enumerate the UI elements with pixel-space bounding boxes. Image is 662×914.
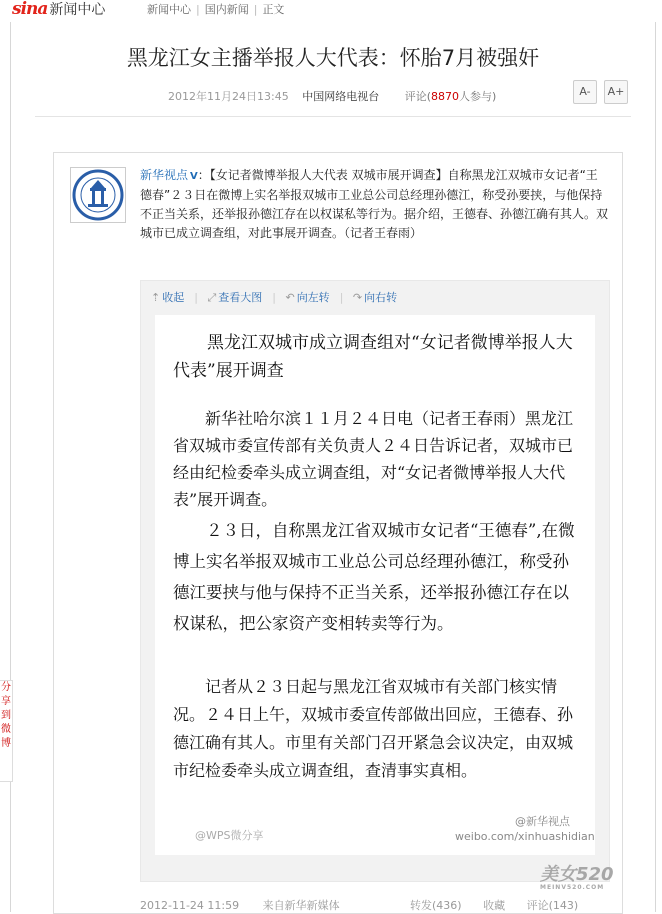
article-page	[10, 22, 656, 912]
image-paragraph-3: 记者从２３日起与黑龙江省双城市有关部门核实情况。２４日上午，双城市委宣传部做出回应，王德春、孙德江确有其人。市里有关部门召开紧急会议决定，由双城市纪检委牵头成立调查组，查清事实真相。	[173, 677, 574, 780]
watermark-text: 美女520	[540, 864, 614, 885]
rotate-right-icon: ↷	[352, 291, 363, 304]
image-watermark-user: @新华视点	[515, 815, 570, 828]
weibo-card	[53, 152, 623, 914]
post-time[interactable]: 2012-11-24 11:59	[140, 899, 240, 912]
font-larger-button[interactable]: A+	[604, 80, 628, 104]
collapse-icon: ⇡	[151, 291, 161, 304]
repost-button[interactable]: 转发(436)	[410, 899, 462, 912]
image-watermark-url: weibo.com/xinhuashidian	[455, 830, 595, 843]
comment-link[interactable]	[405, 90, 497, 103]
comment-count: 8870	[431, 90, 459, 103]
rotate-right-button[interactable]: 向右转	[364, 291, 398, 304]
breadcrumb-item-article: 正文	[262, 3, 285, 16]
logo-text: sina	[12, 0, 48, 19]
image-heading: 黑龙江双城市成立调查组对“女记者微博举报人大代表”展开调查	[173, 333, 573, 381]
site-watermark	[540, 860, 614, 891]
rotate-left-icon: ↶	[285, 291, 295, 304]
rotate-left-button[interactable]: 向左转	[296, 291, 330, 304]
divider	[35, 116, 631, 117]
breadcrumb: 新闻中心 | 国内新闻 | 正文	[147, 3, 285, 16]
post-body: ：【女记者微博举报人大代表 双城市展开调查】自称黑龙江双城市女记者“王德春”２３日在微博上实名举报双城市工业总公司总经理孙德江，称受孙要挟，与他保持不正当关系，还举报孙德江存在以权谋私等行为。据介绍，王德春、孙德江确有其人。双城市已成立调查组，对此事展开调查。（记者王春雨）	[140, 168, 609, 240]
breadcrumb-item-domestic[interactable]: 国内新闻	[204, 3, 249, 16]
view-large-button[interactable]: 查看大图	[218, 291, 263, 304]
publish-time: 2012年11月24日13:45	[168, 90, 289, 103]
article-image[interactable]	[155, 315, 595, 855]
favorite-button[interactable]: 收藏	[483, 899, 506, 912]
xinhua-logo-icon	[71, 168, 125, 222]
page-title: 黑龙江女主播举报人大代表：怀胎7月被强奸	[126, 46, 540, 70]
enlarge-icon: ⤢	[207, 291, 217, 304]
article-meta	[168, 88, 496, 104]
share-side-tab[interactable]: 分享到微博	[0, 680, 13, 782]
weibo-user-link[interactable]: 新华视点	[140, 168, 189, 182]
image-paragraph-2: ２３日，自称黑龙江省双城市女记者“王德春”,在微博上实名举报双城市工业总公司总经理孙德江，称受孙德江要挟与他与保持不正当关系，还举报孙德江存在以权谋私，把公家资产变相转卖等行为。	[173, 521, 575, 633]
weibo-footer	[140, 897, 610, 913]
image-paragraph-1: 新华社哈尔滨１１月２４日电（记者王春雨）黑龙江省双城市委宣传部有关负责人２４日告诉记者，双城市已经由纪检委牵头成立调查组，对“女记者微博举报人大代表”展开调查。	[173, 409, 574, 509]
weibo-post-text	[140, 166, 608, 243]
collapse-button[interactable]: 收起	[162, 291, 185, 304]
comment-button[interactable]: 评论(143)	[526, 899, 579, 912]
sina-logo[interactable]	[12, 0, 105, 19]
logo-subtitle: 新闻中心	[49, 2, 106, 18]
image-viewer	[140, 280, 610, 882]
avatar[interactable]	[70, 167, 126, 223]
watermark-subtext: MEINV520.COM	[540, 884, 605, 891]
comment-suffix: 人参与)	[459, 90, 497, 103]
top-bar	[0, 0, 662, 18]
font-smaller-button[interactable]: A-	[573, 80, 597, 104]
post-actions	[410, 897, 596, 913]
wps-share-label: @WPS微分享	[195, 829, 264, 842]
verified-icon: V	[190, 171, 198, 182]
image-toolbar: ⇡ 收起 | ⤢ 查看大图 | ↶ 向左转 | ↷ 向右转	[151, 291, 398, 304]
comment-prefix: 评论(	[404, 90, 431, 103]
breadcrumb-item-news-center[interactable]: 新闻中心	[147, 3, 191, 16]
post-source[interactable]: 来自新华新媒体	[262, 899, 340, 912]
source-link[interactable]: 中国网络电视台	[302, 90, 380, 103]
